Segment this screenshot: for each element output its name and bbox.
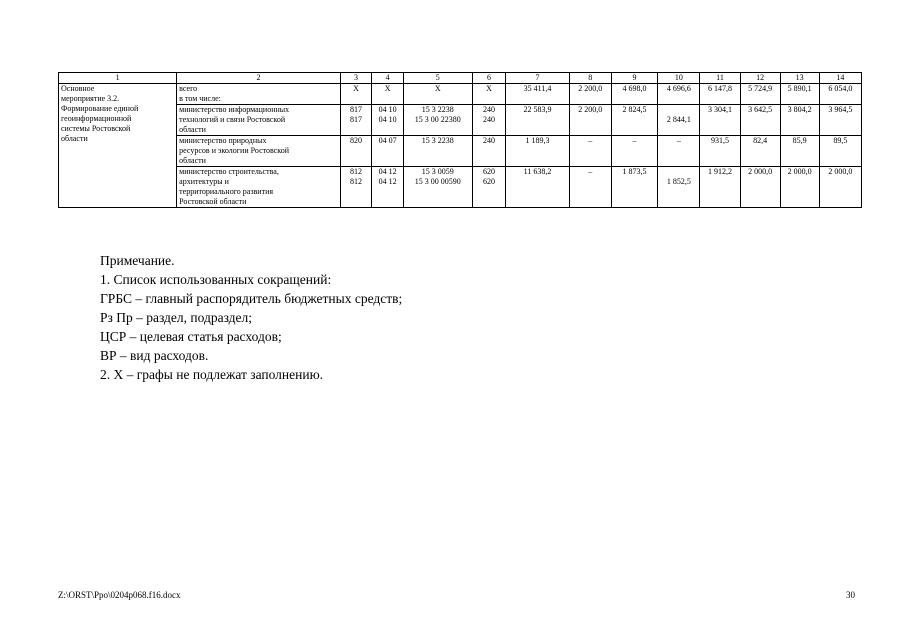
- column-number-9: 9: [611, 73, 657, 84]
- measure-name-line: системы Ростовской: [61, 124, 131, 133]
- year-amount-cell: [700, 136, 740, 167]
- vr-cell: [472, 136, 506, 167]
- year-amount-cell: [569, 84, 611, 105]
- measure-name-line: мероприятие 3.2.: [61, 94, 120, 103]
- year-amount-cell: [611, 167, 657, 208]
- measure-name-line: геоинформационной: [61, 114, 132, 123]
- year-amount-cell: [569, 167, 611, 208]
- vr-cell: [472, 84, 506, 105]
- note-line: ЦСР – целевая статья расходов;: [100, 329, 282, 344]
- amount-value: 6 147,8: [708, 84, 733, 93]
- column-number-6: 6: [472, 73, 506, 84]
- amount-value: 1 852,5: [666, 177, 691, 186]
- amount-value: 2 200,0: [578, 84, 603, 93]
- column-number-10: 10: [658, 73, 700, 84]
- year-amount-cell: [740, 136, 780, 167]
- note-line: 1. Список использованных сокращений:: [100, 272, 332, 287]
- csr-value: 15 3 2238: [421, 105, 454, 114]
- amount-value: 6 054,0: [828, 84, 853, 93]
- total-cell: [506, 105, 569, 136]
- column-number-13: 13: [780, 73, 819, 84]
- note-line: Рз Пр – раздел, подраздел;: [100, 310, 253, 325]
- grbs-value: 817: [350, 115, 363, 124]
- executor-cell: [177, 84, 341, 105]
- table-row: [59, 105, 862, 136]
- executor-line: области: [179, 125, 206, 134]
- rzpr-cell: [372, 84, 404, 105]
- amount-value: 3 804,2: [787, 105, 812, 114]
- grbs-value: 812: [350, 177, 363, 186]
- rzpr-cell: [372, 167, 404, 208]
- year-amount-cell: [611, 105, 657, 136]
- amount-value: 89,5: [833, 136, 848, 145]
- amount-value: 2 000,0: [828, 167, 853, 176]
- year-amount-cell: [700, 167, 740, 208]
- page-number: 30: [846, 590, 855, 600]
- grbs-cell: [340, 167, 372, 208]
- measure-name-line: области: [61, 134, 88, 143]
- year-amount-cell: [569, 136, 611, 167]
- vr-cell: [472, 105, 506, 136]
- total-cell: [506, 136, 569, 167]
- amount-value: 11 638,2: [523, 167, 552, 176]
- year-amount-cell: [700, 105, 740, 136]
- note-line: ВР – вид расходов.: [100, 348, 209, 363]
- column-number-1: 1: [59, 73, 177, 84]
- amount-value: 1 912,2: [708, 167, 733, 176]
- amount-value: 4 698,0: [622, 84, 647, 93]
- year-amount-cell: [611, 136, 657, 167]
- amount-value: 82,4: [753, 136, 768, 145]
- notes-section: [100, 251, 800, 384]
- table-row: [59, 136, 862, 167]
- csr-cell: [404, 167, 473, 208]
- csr-cell: [404, 84, 473, 105]
- grbs-value: X: [353, 84, 359, 93]
- amount-value: 4 696,6: [666, 84, 691, 93]
- amount-value: –: [588, 167, 593, 176]
- vr-value: X: [486, 84, 492, 93]
- amount-value: 3 964,5: [828, 105, 853, 114]
- note-line: 2. X – графы не подлежат заполнению.: [100, 367, 324, 382]
- vr-cell: [472, 167, 506, 208]
- column-number-5: 5: [404, 73, 473, 84]
- year-amount-cell: [819, 136, 861, 167]
- column-number-14: 14: [819, 73, 861, 84]
- budget-table: [58, 72, 862, 208]
- rzpr-value: 04 10: [378, 115, 397, 124]
- executor-cell: [177, 105, 341, 136]
- amount-value: 35 411,4: [523, 84, 552, 93]
- csr-value: X: [434, 84, 441, 93]
- year-amount-cell: [569, 105, 611, 136]
- year-amount-cell: [658, 105, 700, 136]
- column-number-12: 12: [740, 73, 780, 84]
- year-amount-cell: [780, 167, 819, 208]
- amount-value: 2 844,1: [666, 115, 691, 124]
- executor-line: Ростовской области: [179, 197, 247, 206]
- amount-value: 2 000,0: [787, 167, 812, 176]
- rzpr-value: 04 12: [378, 177, 397, 186]
- measure-name-line: Формирование единой: [61, 104, 139, 113]
- measure-name-cell: [59, 84, 177, 208]
- amount-value: 2 000,0: [748, 167, 773, 176]
- amount-value: 22 583,9: [523, 105, 552, 114]
- year-amount-cell: [780, 84, 819, 105]
- year-amount-cell: [819, 105, 861, 136]
- rzpr-value: 04 07: [378, 136, 397, 145]
- rzpr-cell: [372, 136, 404, 167]
- column-number-8: 8: [569, 73, 611, 84]
- csr-cell: [404, 105, 473, 136]
- column-number-4: 4: [372, 73, 404, 84]
- vr-value: 240: [482, 105, 495, 114]
- amount-value: 3 304,1: [708, 105, 733, 114]
- executor-line: ресурсов и экологии Ростовской: [179, 146, 290, 155]
- csr-value: 15 3 00 00590: [414, 177, 461, 186]
- column-number-3: 3: [340, 73, 372, 84]
- year-amount-cell: [611, 84, 657, 105]
- column-number-11: 11: [700, 73, 740, 84]
- table-row: [59, 84, 862, 105]
- amount-value: –: [632, 136, 637, 145]
- year-amount-cell: [658, 167, 700, 208]
- executor-line: министерство природных: [179, 136, 267, 145]
- total-cell: [506, 167, 569, 208]
- amount-value: [660, 167, 697, 177]
- grbs-cell: [340, 136, 372, 167]
- year-amount-cell: [740, 105, 780, 136]
- executor-line: министерство строительства,: [179, 167, 279, 176]
- csr-value: 15 3 00 22380: [414, 115, 461, 124]
- year-amount-cell: [780, 105, 819, 136]
- column-number-row: [59, 73, 862, 84]
- grbs-value: 817: [350, 105, 363, 114]
- year-amount-cell: [740, 167, 780, 208]
- vr-value: 240: [482, 115, 495, 124]
- executor-cell: [177, 167, 341, 208]
- file-path-footer: Z:\ORST\Ppo\0204p068.f16.docx: [58, 590, 181, 600]
- amount-value: 1 189,3: [525, 136, 550, 145]
- note-heading: Примечание.: [100, 253, 175, 268]
- rzpr-value: X: [384, 84, 391, 93]
- csr-cell: [404, 136, 473, 167]
- column-number-2: 2: [177, 73, 341, 84]
- amount-value: –: [676, 136, 681, 145]
- amount-value: 2 824,5: [622, 105, 647, 114]
- executor-line: технологий и связи Ростовской: [179, 115, 286, 124]
- vr-value: 620: [482, 177, 495, 186]
- column-number-7: 7: [506, 73, 569, 84]
- executor-line: министерство информационных: [179, 105, 290, 114]
- executor-line: территориального развития: [179, 187, 274, 196]
- amount-value: 3 642,5: [748, 105, 773, 114]
- amount-value: –: [588, 136, 593, 145]
- vr-value: 240: [482, 136, 495, 145]
- csr-value: 15 3 2238: [421, 136, 454, 145]
- note-line: ГРБС – главный распорядитель бюджетных средств;: [100, 291, 403, 306]
- amount-value: 2 200,0: [578, 105, 603, 114]
- executor-line: всего: [179, 84, 198, 93]
- measure-name-line: Основное: [61, 84, 95, 93]
- year-amount-cell: [700, 84, 740, 105]
- executor-line: в том числе:: [179, 94, 221, 103]
- grbs-cell: [340, 84, 372, 105]
- year-amount-cell: [780, 136, 819, 167]
- amount-value: 85,9: [792, 136, 807, 145]
- year-amount-cell: [740, 84, 780, 105]
- year-amount-cell: [658, 136, 700, 167]
- year-amount-cell: [819, 167, 861, 208]
- total-cell: [506, 84, 569, 105]
- amount-value: 931,5: [711, 136, 730, 145]
- csr-value: 15 3 0059: [421, 167, 454, 176]
- rzpr-value: 04 12: [378, 167, 397, 176]
- year-amount-cell: [819, 84, 861, 105]
- amount-value: 5 724,9: [748, 84, 773, 93]
- rzpr-value: 04 10: [378, 105, 397, 114]
- executor-line: архитектуры и: [179, 177, 229, 186]
- executor-line: области: [179, 156, 206, 165]
- table-row: [59, 167, 862, 208]
- rzpr-cell: [372, 105, 404, 136]
- amount-value: 5 890,1: [787, 84, 812, 93]
- year-amount-cell: [658, 84, 700, 105]
- grbs-value: 812: [350, 167, 363, 176]
- amount-value: 1 873,5: [622, 167, 647, 176]
- grbs-value: 820: [350, 136, 363, 145]
- grbs-cell: [340, 105, 372, 136]
- amount-value: [660, 105, 697, 115]
- executor-cell: [177, 136, 341, 167]
- vr-value: 620: [482, 167, 495, 176]
